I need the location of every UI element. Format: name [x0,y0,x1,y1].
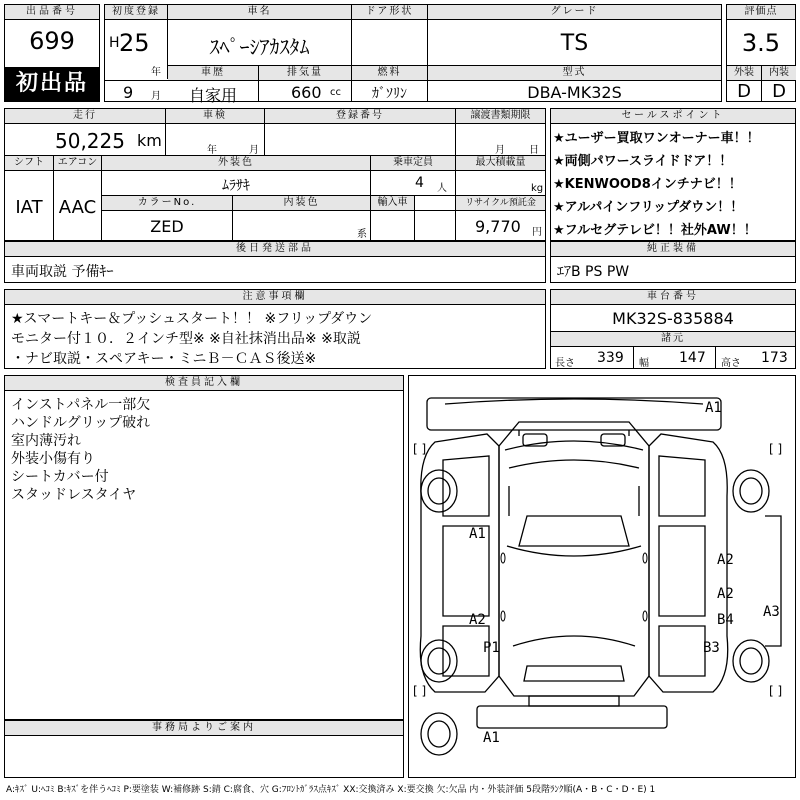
lot-label: 出品番号 [5,5,99,20]
transfer-month-unit: 月 [495,145,505,156]
equipment-value: ｴｱB PS PW [557,264,630,280]
score-label: 評価点 [727,5,795,20]
displacement-label: 排気量 [259,66,351,80]
notes-line-3: ・ナビ取説・スペアキー・ミニＢ－ＣＡＳ後送※ [11,351,317,367]
era-label: H [109,35,120,51]
tire-bracket-fr: [ ] [769,442,783,456]
color-no-label: カラーNo. [102,196,232,210]
recycle-unit: 円 [532,227,542,238]
damage-right-side: A3 [763,604,780,620]
int-color-label: 内装色 [233,196,370,210]
first-reg-label: 初度登録 [105,5,167,19]
aircon-value: AAC [58,197,97,218]
damage-rear-bumper: A1 [483,730,500,746]
width-value: 147 [679,350,706,366]
lot-number: 699 [29,27,75,55]
height-label: 高さ [721,358,741,369]
damage-right-rear-wheel: B3 [703,640,720,656]
exterior-label: 外装 [727,66,761,80]
damage-right-front: A2 [717,552,734,568]
inspector-line-2: ハンドルグリップ破れ [11,415,151,431]
fuel-value: ｶﾞｿﾘﾝ [372,86,407,102]
model-label: 型式 [428,66,721,80]
ext-color-label: 外装色 [102,156,370,170]
vehicle-info-box [104,4,722,105]
later-parts-box [4,241,546,283]
equipment-label: 純正装備 [551,242,795,257]
inspector-line-3: 室内薄汚れ [11,433,81,449]
year-unit: 年 [151,67,161,78]
door-label: ドア形状 [352,5,427,19]
damage-left-rear: A2 [469,612,486,628]
notes-line-1: ★スマートキー＆プッシュスタート！！ ※フリップダウン [11,311,373,327]
tire-bracket-rl: [ ] [413,684,427,698]
car-name: ｽﾍﾟｰｼｱｶｽﾀﾑ [209,35,310,59]
sales-point-3: ★KENWOOD8インチナビ！！ [553,177,742,192]
score-value: 3.5 [741,29,781,57]
sales-points-label: セールスポイント [551,109,795,124]
damage-front-bumper: A1 [705,400,722,416]
sales-points-box [550,108,796,241]
mileage-label: 走行 [5,109,165,123]
width-label: 幅 [639,358,649,369]
inspector-line-6: スタッドレスタイヤ [11,487,137,503]
length-value: 339 [597,350,624,366]
max-load-unit: kg [531,183,544,194]
car-name-label: 車名 [168,5,351,19]
transfer-day-unit: 日 [529,145,539,156]
grade-label: グレード [428,5,721,19]
length-label: 長さ [555,358,575,369]
inspector-label: 検査員記入欄 [5,376,403,391]
recycle-label: リサイクル預託金 [456,196,545,210]
tire-bracket-rr: [ ] [769,684,783,698]
displacement-unit: cc [330,87,341,98]
interior-label: 内装 [762,66,796,80]
shift-value: IAT [15,197,43,218]
shift-label: シフト [5,156,53,170]
mileage-value: 50,225 [55,129,125,153]
damage-left-rear-wheel: P1 [483,640,500,656]
car-diagram-box [408,375,796,778]
lot-box [4,4,100,102]
mileage-unit: km [137,131,162,150]
int-color-unit: 系 [357,229,367,240]
sales-point-4: ★アルパインフリップダウン！！ [553,200,744,215]
aircon-label: エアコン [54,156,101,170]
notes-label: 注意事項欄 [5,290,545,305]
capacity-unit: 人 [437,183,447,194]
chassis-box [550,289,796,369]
transfer-label: 譲渡書類期限 [456,109,545,123]
inspector-box [4,375,404,720]
sales-point-5: ★フルセグテレビ！！社外AW！！ [553,223,757,238]
color-no-value: ZED [150,217,184,236]
inspection-year-unit: 年 [207,145,217,156]
damage-right-rear-upper: A2 [717,586,734,602]
recycle-value: 9,770 [475,217,521,236]
first-reg-month: 9 [123,83,134,102]
score-box [726,4,796,102]
max-load-label: 最大積載量 [456,156,545,170]
dims-label: 諸元 [551,332,795,347]
history-value: 自家用 [188,86,237,105]
ext-color-value: ﾑﾗｻｷ [222,178,250,194]
car-diagram [409,376,795,777]
office-label: 事務局よりご案内 [5,721,403,736]
capacity-label: 乗車定員 [371,156,455,170]
inspector-line-5: シートカバー付 [11,469,109,485]
later-parts-value: 車両取説 予備ｷｰ [11,264,114,280]
sales-point-2: ★両側パワースライドドア！！ [553,154,733,169]
chassis-number: MK32S-835884 [612,309,734,328]
interior-grade: D [772,81,786,102]
notes-box [4,289,546,369]
import-label: 輸入車 [371,196,414,210]
inspection-label: 車検 [166,109,264,123]
month-unit: 月 [151,91,161,102]
sales-point-1: ★ユーザー買取ワンオーナー車！！ [553,131,760,146]
inspector-line-4: 外装小傷有り [11,451,95,467]
history-label: 車歴 [168,66,258,80]
damage-right-rear: B4 [717,612,734,628]
reg-number-label: 登録番号 [265,109,455,123]
height-value: 173 [761,350,788,366]
fuel-label: 燃料 [352,66,427,80]
notes-line-2: モニター付１０．２インチ型※ ※自社抹消出品※ ※取説 [11,331,361,347]
grade-value: TS [560,31,589,56]
legend: A:ｷｽﾞ U:ﾍｺﾐ B:ｷｽﾞを伴うﾍｺﾐ P:要塗装 W:補修跡 S:錆 C:腐食、穴 G:ﾌﾛﾝﾄｶﾞﾗｽ点ｷｽﾞ XX:交換済み X:要交換 欠:欠品 内・外装評価 5段階ﾗﾝｸ順(A・B・C・D・E) 1 [6,785,656,795]
office-box [4,720,404,778]
equipment-box [550,241,796,283]
tire-bracket-fl: [ ] [413,442,427,456]
model-value: DBA-MK32S [527,83,622,102]
later-parts-label: 後日発送部品 [5,242,545,257]
displacement-value: 660 [291,83,322,102]
damage-left-front: A1 [469,526,486,542]
inspector-line-1: インストパネル一部欠 [11,397,151,413]
exterior-grade: D [737,81,751,102]
chassis-label: 車台番号 [551,290,795,305]
inspection-month-unit: 月 [249,145,259,156]
first-reg-year: 25 [119,29,150,57]
capacity-value: 4 [415,175,424,191]
detail-box [4,108,546,241]
first-listing-badge: 初出品 [5,67,99,101]
